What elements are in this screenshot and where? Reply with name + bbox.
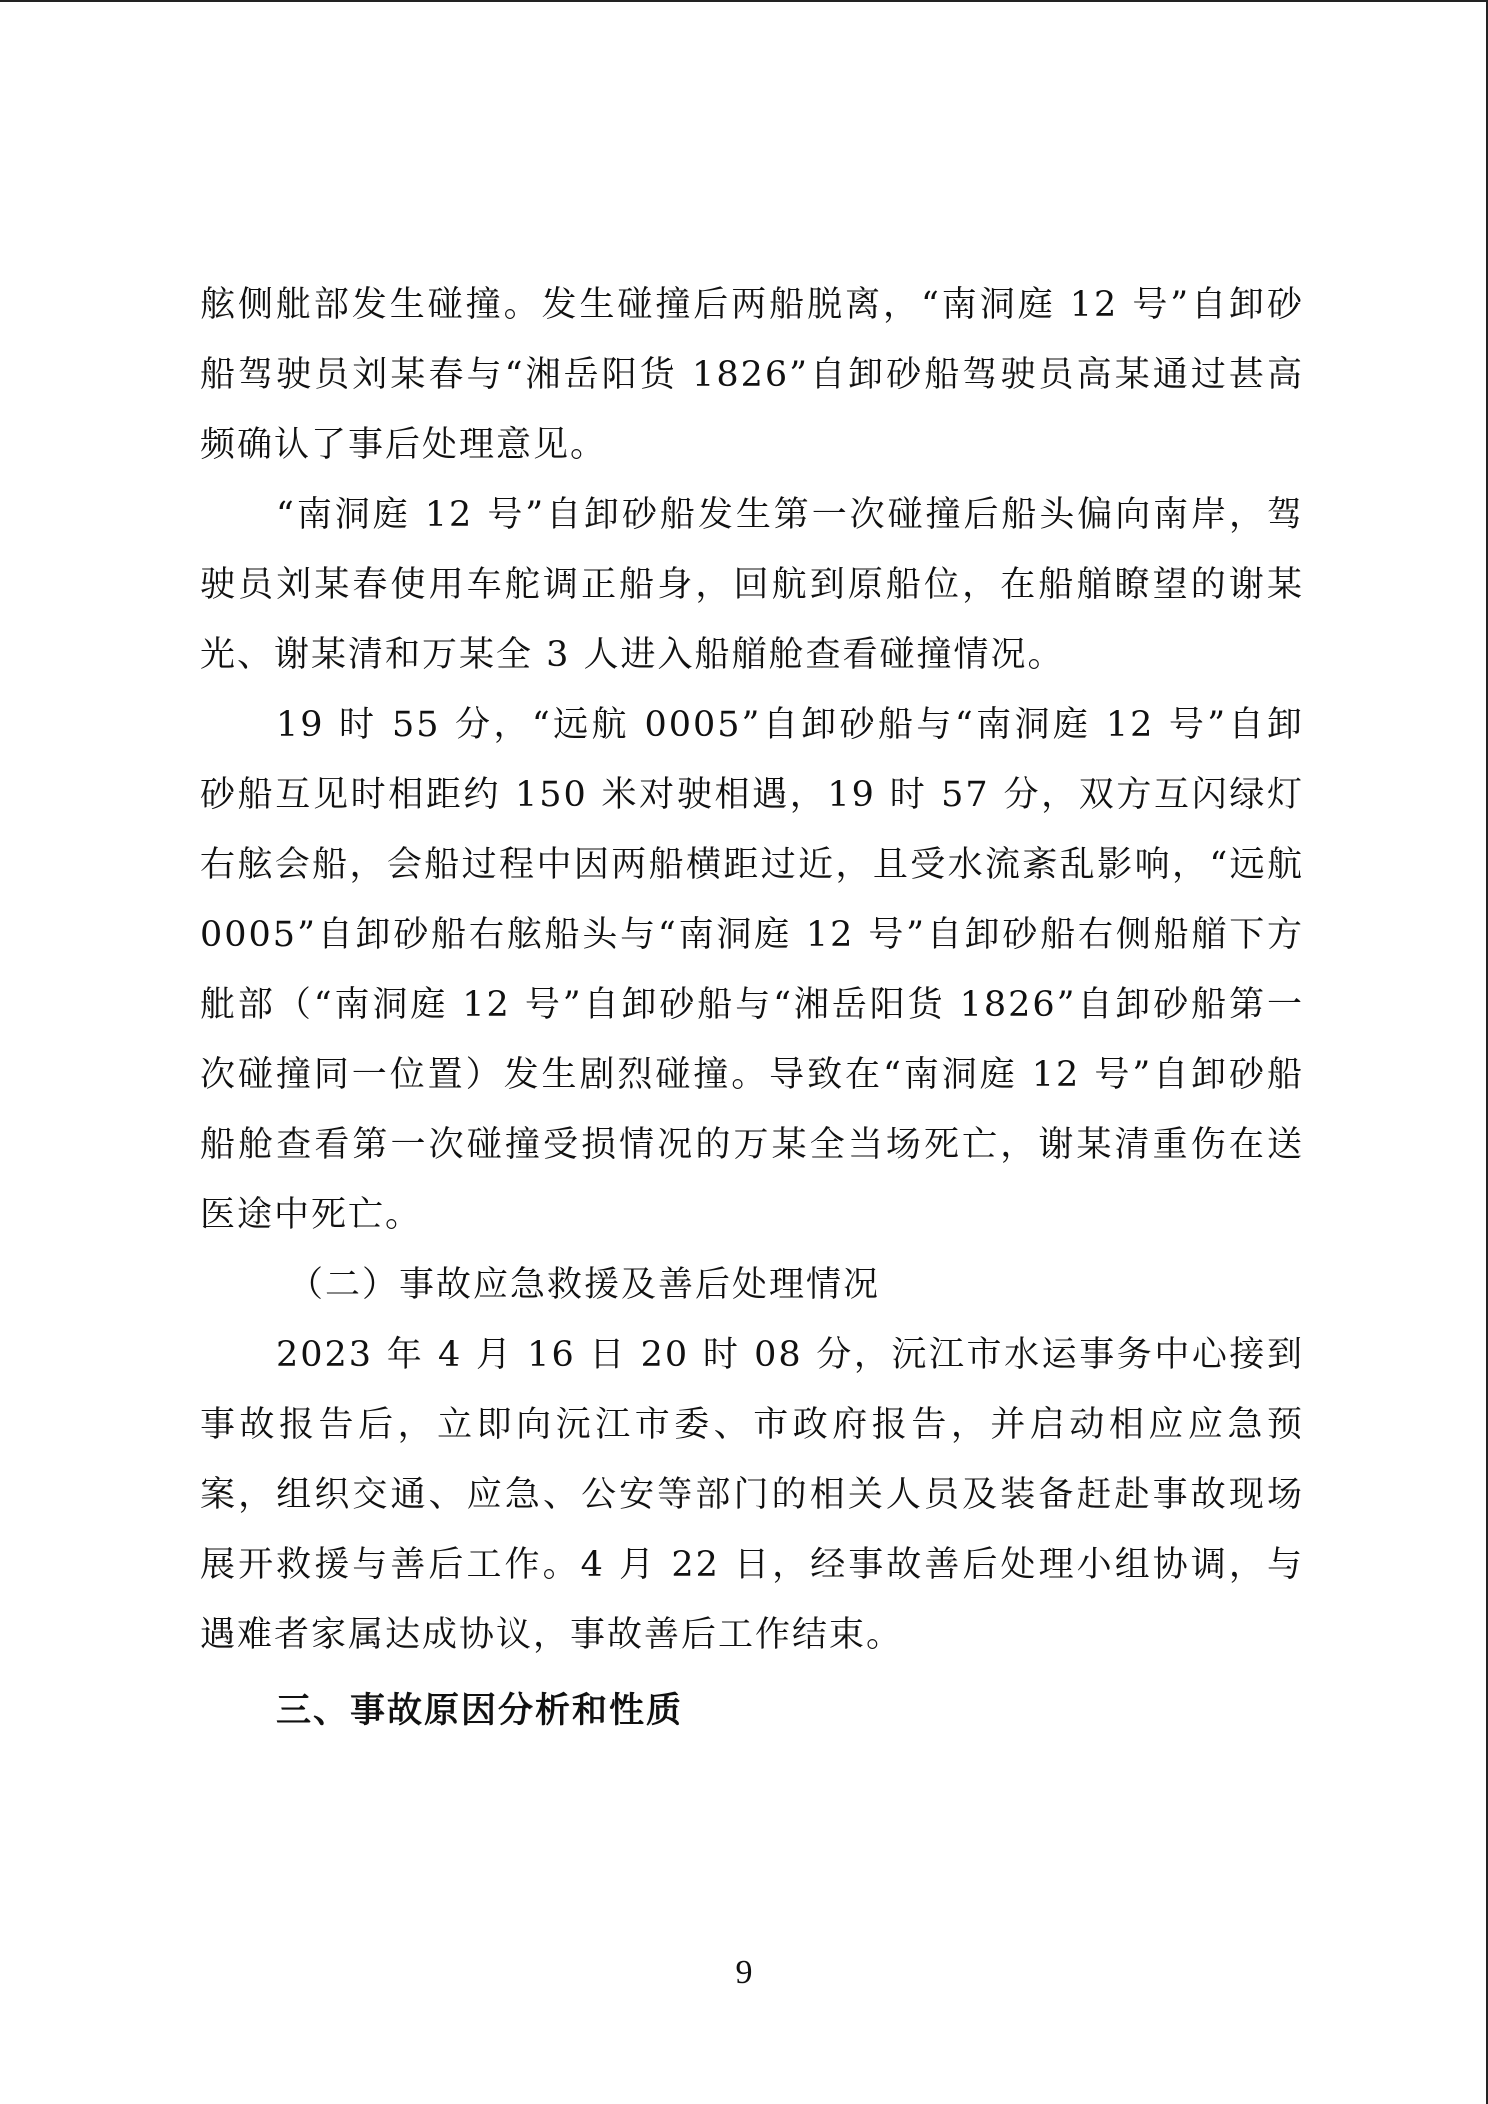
- page-number: 9: [735, 1954, 753, 1991]
- section-subheading-rescue: （二）事故应急救援及善后处理情况: [288, 1265, 881, 1305]
- paragraph-first-collision-aftermath: “南洞庭 12 号”自卸砂船发生第一次碰撞后船头偏向南岸，驾驶员刘某春使用车舵调正船身，回航到原船位，在船艏瞭望的谢某光、谢某清和万某全 3 人进入船艏舱查看碰撞情况。: [200, 495, 1304, 675]
- paragraph-rescue-handling: 2023 年 4 月 16 日 20 时 08 分，沅江市水运事务中心接到事故报告后，立即向沅江市委、市政府报告，并启动相应应急预案，组织交通、应急、公安等部门的相关人员及装备赶赴事故现场展开救援与善后工作。4 月 22 日，经事故善后处理小组协调，与遇难者家属达成协议，事故善后工作结束。: [200, 1335, 1304, 1655]
- section-heading-cause-analysis: 三、事故原因分析和性质: [276, 1691, 684, 1731]
- paragraph-collision-continuation: 舷侧舭部发生碰撞。发生碰撞后两船脱离，“南洞庭 12 号”自卸砂船驾驶员刘某春与“湘岳阳货 1826”自卸砂船驾驶员高某通过甚高频确认了事后处理意见。: [200, 285, 1304, 465]
- paragraph-second-collision: 19 时 55 分，“远航 0005”自卸砂船与“南洞庭 12 号”自卸砂船互见时相距约 150 米对驶相遇，19 时 57 分，双方互闪绿灯右舷会船，会船过程中因两船横距过近，且受水流紊乱影响，“远航 0005”自卸砂船右舷船头与“南洞庭 12 号”自卸砂船右侧船艏下方舭部（“南洞庭 12 号”自卸砂船与“湘岳阳货 1826”自卸砂船第一次碰撞同一位置）发生剧烈碰撞。导致在“南洞庭 12 号”自卸砂船船舱查看第一次碰撞受损情况的万某全当场死亡，谢某清重伤在送医途中死亡。: [200, 705, 1304, 1235]
- document-body: [200, 270, 1304, 1746]
